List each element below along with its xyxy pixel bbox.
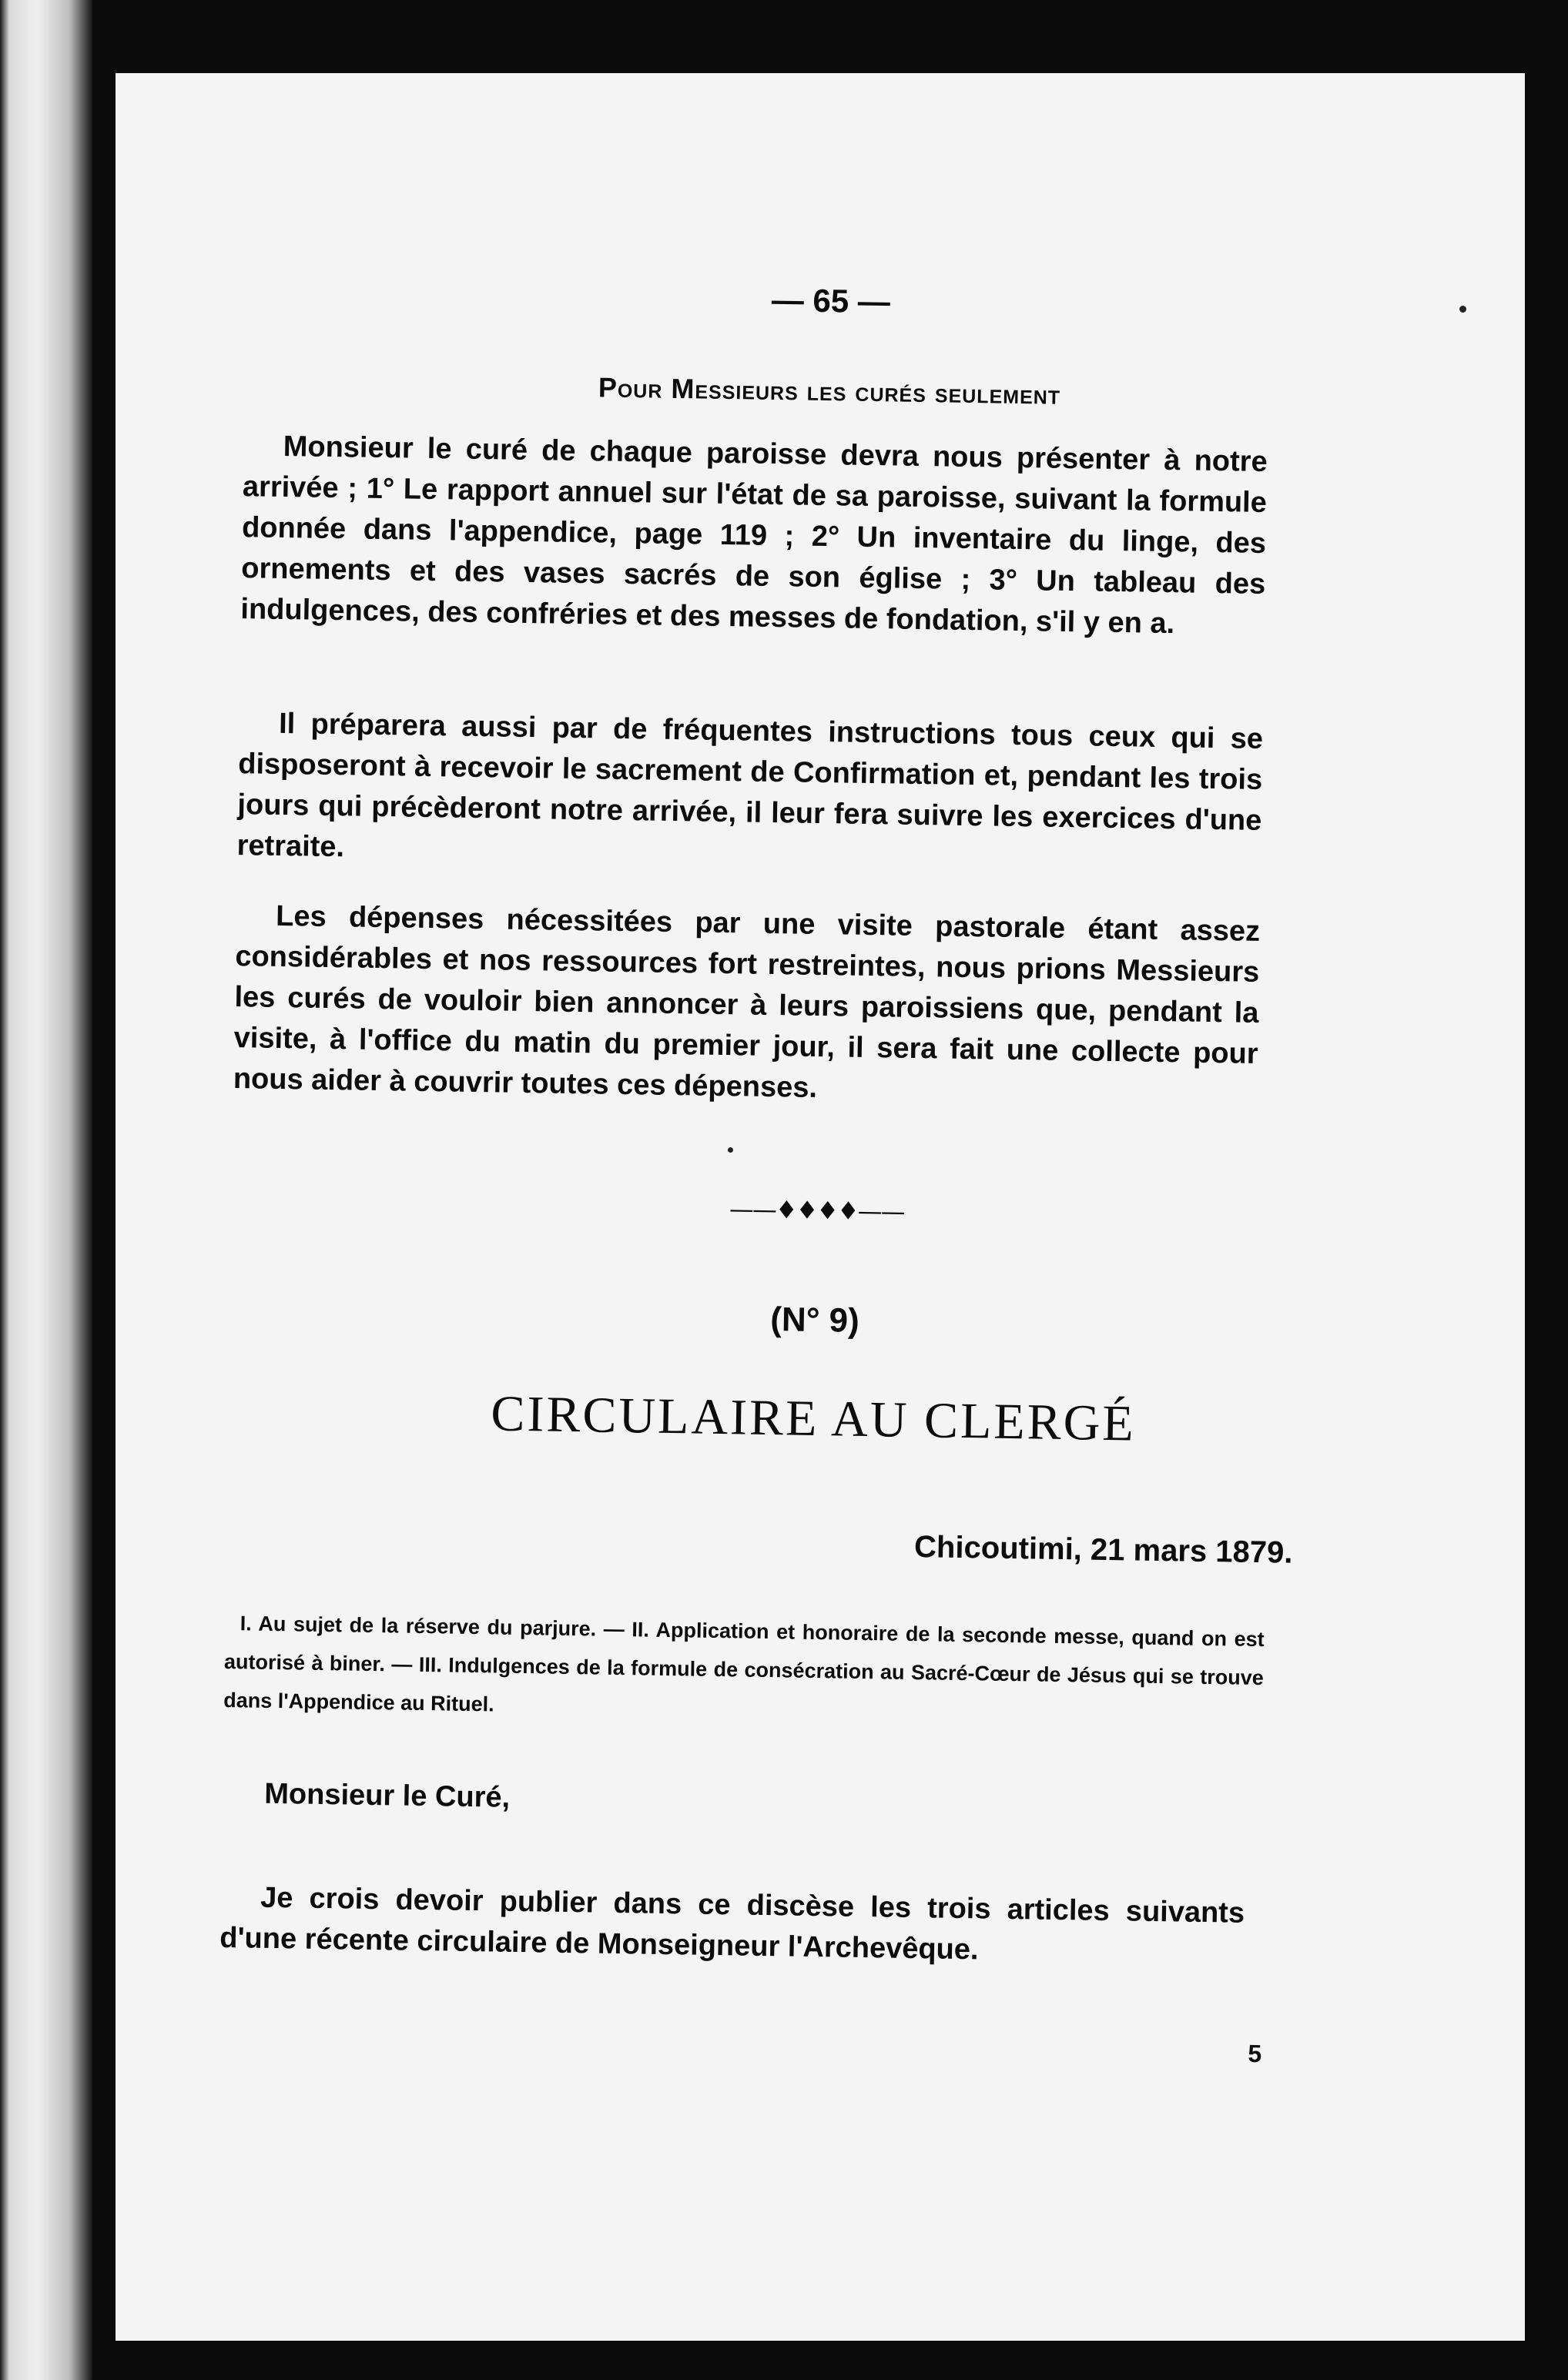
printer-signature-mark: 5 — [1248, 2039, 1262, 2068]
book-spine-edge — [0, 0, 92, 2380]
summary-of-contents: I. Au sujet de la réserve du parjure. — II. Application et honoraire de la seconde messe, quand on est autorisé à biner. — III. Indulgences de la formule de consécration au Sacré-Cœur de Jésus qui se trouve dans l'Appendice au Rituel. — [223, 1612, 1265, 1716]
document-number: (N° 9) — [770, 1300, 860, 1340]
section-subheading: Pour Messieurs les curés seulement — [598, 371, 1061, 410]
body-paragraph-1: Monsieur le curé de chaque paroisse devra nous présenter à notre arrivée ; 1° Le rapport annuel sur l'état de sa paroisse, suivant la formule donnée dans l'appendice, page 119 ; 2° Un inventaire du linge, des ornements et des vases sacrés de son église ; 3° Un tableau des indulgences, des confréries et des messes de fondation, s'il y en a. — [240, 430, 1268, 641]
paper-speck — [1459, 306, 1466, 313]
body-paragraph-2: Il préparera aussi par de fréquentes instructions tous ceux qui se disposeront à recevoir le sacrement de Confirmation et, pendant les trois jours qui précèderont notre arrivée, il leur fera suivre les exercices d'une retraite. — [236, 707, 1264, 864]
dateline: Chicoutimi, 21 mars 1879. — [913, 1530, 1293, 1570]
document-title: CIRCULAIRE AU CLERGÉ — [490, 1385, 1137, 1452]
body-paragraph-4: Je crois devoir publier dans ce discèse les trois articles suivants d'une récente circulaire de Monseigneur l'Archevêque. — [219, 1881, 1245, 1967]
paper-speck — [728, 1147, 733, 1153]
section-divider-ornament: ——♦♦♦♦—— — [729, 1194, 904, 1227]
body-paragraph-3: Les dépenses nécessitées par une visite pastorale étant assez considérables et nos ressources fort restreintes, nous prions Messieurs les curés de vouloir bien annoncer à leurs paroissiens que, pendant la visite, à l'office du matin du premier jour, il sera fait une collecte pour nous aider à couvrir toutes ces dépenses. — [233, 899, 1261, 1104]
document-page — [116, 73, 1525, 2341]
page-number: — 65 — — [771, 281, 891, 320]
salutation: Monsieur le Curé, — [263, 1777, 511, 1814]
